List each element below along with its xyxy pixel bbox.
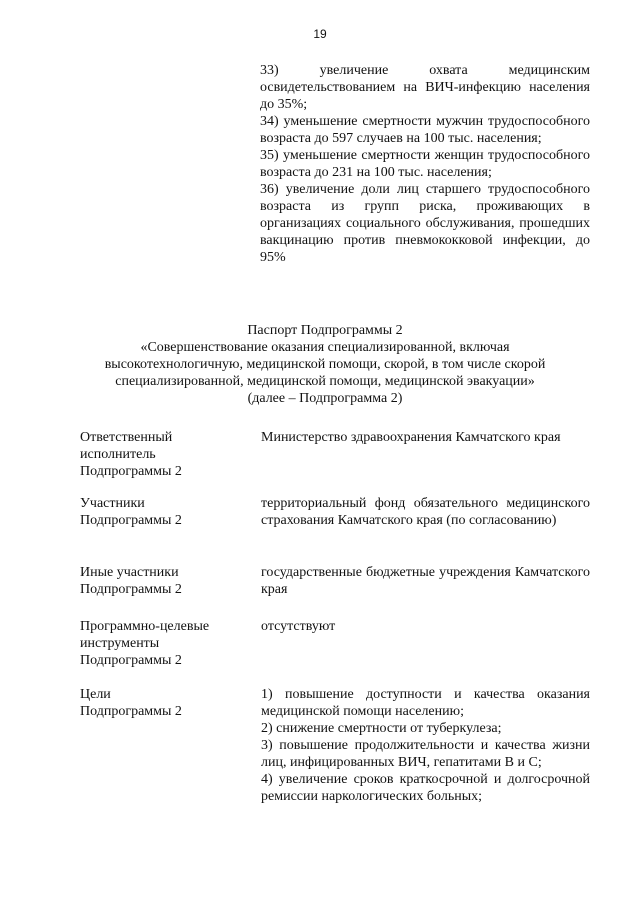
passport-title-line: специализированной, медицинской помощи, медицинской эвакуации» bbox=[115, 374, 535, 389]
row-label-line: Подпрограммы 2 bbox=[80, 464, 182, 479]
row-value-text: отсутствуют bbox=[261, 619, 336, 634]
goal-item-1: 1) повышение доступности и качества оказания медицинской помощи населению; bbox=[261, 687, 590, 719]
row-value-text: государственные бюджетные учреждения Камчатского края bbox=[261, 565, 590, 597]
passport-title-line: Паспорт Подпрограммы 2 bbox=[247, 323, 403, 338]
row-label-line: Подпрограммы 2 bbox=[80, 582, 182, 597]
goal-item-3: 3) повышение продолжительности и качества жизни лиц, инфицированных ВИЧ, гепатитами В и С; bbox=[261, 738, 590, 770]
row-value-text: территориальный фонд обязательного медицинского страхования Камчатского края (по согласованию) bbox=[261, 496, 590, 528]
row-value bbox=[261, 618, 590, 635]
row-value bbox=[261, 495, 590, 529]
row-label-line: Ответственный bbox=[80, 430, 173, 445]
row-value bbox=[261, 686, 590, 805]
row-label-line: Программно-целевые bbox=[80, 619, 210, 634]
goals-continuation-list bbox=[260, 62, 590, 266]
row-value-text: Министерство здравоохранения Камчатского края bbox=[261, 430, 561, 445]
row-label-line: Подпрограммы 2 bbox=[80, 704, 182, 719]
passport-title-line: высокотехнологичную, медицинской помощи, скорой, в том числе скорой bbox=[104, 357, 546, 372]
page-number: 19 bbox=[313, 27, 327, 41]
row-label bbox=[80, 618, 240, 669]
row-label-line: исполнитель bbox=[80, 447, 156, 462]
row-label-line: Участники bbox=[80, 496, 145, 511]
goal-item-35: 35) уменьшение смертности женщин трудоспособного возраста до 231 на 100 тыс. населения; bbox=[260, 148, 590, 180]
row-label-line: Цели bbox=[80, 687, 111, 702]
goal-item-34: 34) уменьшение смертности мужчин трудоспособного возраста до 597 случаев на 100 тыс. населения; bbox=[260, 114, 590, 146]
row-label bbox=[80, 564, 240, 598]
row-label-line: Иные участники bbox=[80, 565, 179, 580]
row-label-line: инструменты bbox=[80, 636, 160, 651]
row-label bbox=[80, 495, 240, 529]
row-label-line: Подпрограммы 2 bbox=[80, 653, 182, 668]
passport-title-line: (далее – Подпрограмма 2) bbox=[247, 391, 403, 406]
passport-title-line: «Совершенствование оказания специализированной, включая bbox=[140, 340, 510, 355]
passport-title bbox=[60, 322, 590, 407]
row-label bbox=[80, 686, 240, 720]
goal-item-36: 36) увеличение доли лиц старшего трудоспособного возраста из групп риска, проживающих в организациях социального обслуживания, прошедших вакцинацию против пневмококковой инфекции, до 95% bbox=[260, 182, 590, 265]
goal-item-33: 33) увеличение охвата медицинским освидетельствованием на ВИЧ-инфекцию населения до 35%; bbox=[260, 63, 590, 112]
row-value bbox=[261, 564, 590, 598]
goal-item-4: 4) увеличение сроков краткосрочной и долгосрочной ремиссии наркологических больных; bbox=[261, 772, 590, 804]
row-label bbox=[80, 429, 240, 480]
row-label-line: Подпрограммы 2 bbox=[80, 513, 182, 528]
row-value bbox=[261, 429, 590, 446]
goal-item-2: 2) снижение смертности от туберкулеза; bbox=[261, 721, 502, 736]
